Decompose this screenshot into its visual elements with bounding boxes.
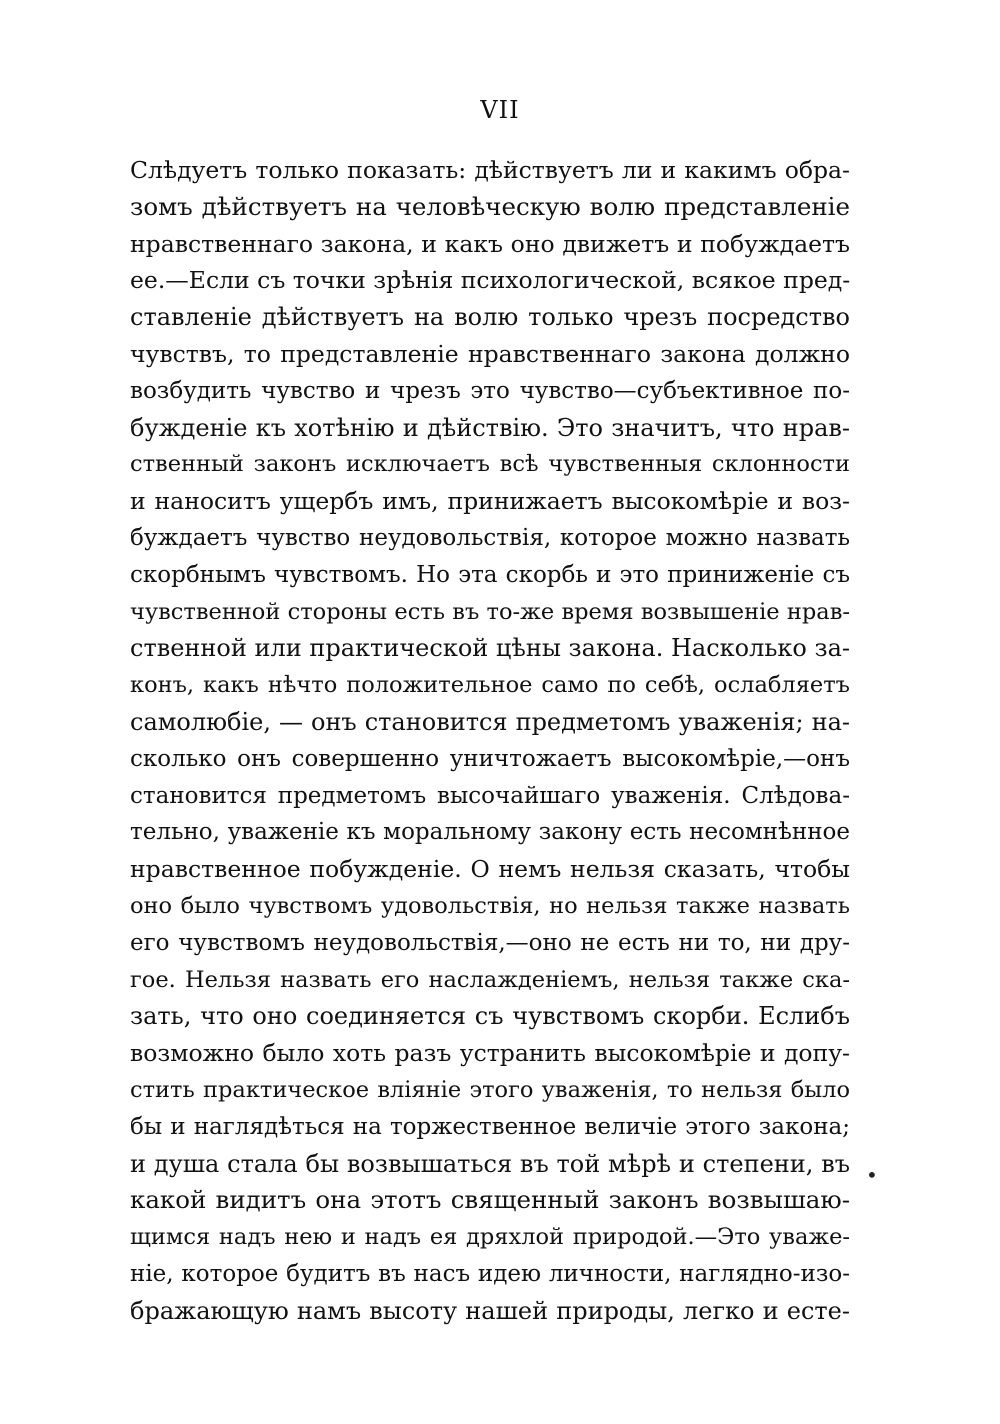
text-line: его чувствомъ неудовольствія,—оно не есть ни то, ни дру- <box>130 929 850 956</box>
text-line: конъ, какъ нѣчто положительное само по себѣ, ослабляетъ <box>130 672 850 699</box>
text-line: бужденіе къ хотѣнію и дѣйствію. Это значитъ, что нрав- <box>130 413 850 442</box>
text-line: ніе, которое будитъ въ насъ идею личности, наглядно-изо- <box>130 1260 850 1287</box>
page-number: VII <box>480 96 520 124</box>
text-line: Слѣдуетъ только показать: дѣйствуетъ ли и какимъ обра- <box>130 156 850 184</box>
text-line: становится предметомъ высочайшаго уваженія. Слѣдова- <box>130 782 850 809</box>
text-line: чувствъ, то представленіе нравственнаго закона должно <box>130 339 850 368</box>
text-line: бражающую намъ высоту нашей природы, легко и есте- <box>130 1296 850 1325</box>
text-line: самолюбіе, — онъ становится предметомъ уваженія; на- <box>130 707 850 736</box>
text-line: ставленіе дѣйствуетъ на волю только чрезъ посредство <box>130 303 850 332</box>
text-line: буждаетъ чувство неудовольствія, которое можно назвать <box>130 524 850 551</box>
text-line: ственный законъ исключаетъ всѣ чувственныя склонности <box>130 451 850 478</box>
text-line: возможно было хоть разъ устранить высокомѣріе и допу- <box>130 1039 850 1068</box>
text-line: сколько онъ совершенно уничтожаетъ высокомѣріе,—онъ <box>130 745 850 772</box>
text-line: какой видитъ она этотъ священный законъ возвышаю- <box>130 1185 850 1215</box>
text-line: ственной или практической цѣны закона. Насколько за- <box>130 634 850 663</box>
text-line: зать, что оно соединяется съ чувствомъ скорби. Еслибъ <box>130 1002 850 1031</box>
text-line: стить практическое вліяніе этого уваженія, то нельзя было <box>130 1076 850 1103</box>
text-line: щимся надъ нею и надъ ея дряхлой природой.—Это уваже- <box>130 1224 850 1251</box>
text-line: тельно, уваженіе къ моральному закону есть несомнѣнное <box>130 819 850 846</box>
text-line: ее.—Если съ точки зрѣнія психологической, всякое пред- <box>130 266 850 295</box>
text-line: возбудить чувство и чрезъ это чувство—субъективное по- <box>130 377 850 404</box>
text-line: нравственное побужденіе. О немъ нельзя сказать, чтобы <box>130 855 850 884</box>
text-line: бы и наглядѣться на торжественное величіе этого закона; <box>130 1113 850 1140</box>
text-line: и душа стала бы возвышаться въ той мѣрѣ и степени, въ <box>130 1149 850 1178</box>
text-line: гое. Нельзя назвать его наслажденіемъ, нельзя также ска- <box>130 966 850 993</box>
text-line: и наноситъ ущербъ имъ, принижаетъ высокомѣріе и воз- <box>130 487 850 516</box>
text-line: зомъ дѣйствуетъ на человѣческую волю представленіе <box>130 191 850 221</box>
stray-ink-dot: • <box>866 1163 878 1187</box>
text-line: чувственной стороны есть въ то-же время возвышеніе нрав- <box>130 598 850 625</box>
body-text <box>130 152 850 1330</box>
text-line: нравственнаго закона, и какъ оно движетъ и побуждаетъ <box>130 229 850 258</box>
text-line: скорбнымъ чувствомъ. Но эта скорбь и это приниженіе съ <box>130 561 850 588</box>
text-line: оно было чувствомъ удовольствія, но нельзя также назвать <box>130 892 850 919</box>
